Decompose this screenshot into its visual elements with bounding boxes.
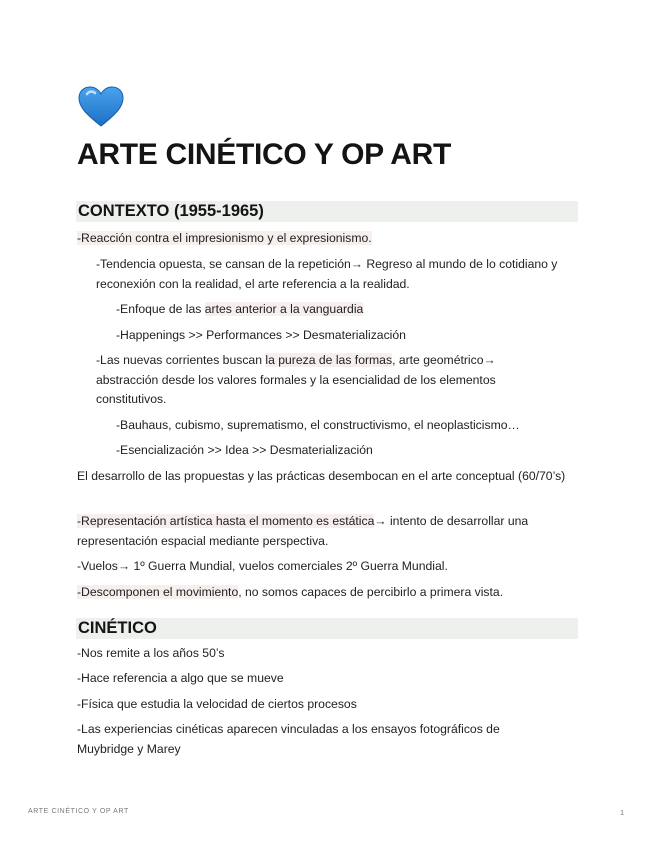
page-title: ARTE CINÉTICO Y OP ART [77, 138, 452, 171]
highlight: -Descomponen el movimiento [77, 585, 239, 599]
text-span: , no somos capaces de percibirlo a primera vista. [238, 585, 504, 599]
text-span: -Enfoque de las [116, 302, 205, 316]
paragraph: -Happenings >> Performances >> Desmaterialización [116, 328, 406, 342]
paragraph: -Nos remite a los años 50’s [77, 646, 225, 660]
paragraph: El desarrollo de las propuestas y las prácticas desembocan en el arte conceptual (60/70’s) [77, 469, 566, 483]
paragraph: -Esencialización >> Idea >> Desmaterialización [116, 443, 373, 457]
paragraph [96, 255, 586, 294]
paragraph [96, 351, 551, 410]
highlight: -Reacción contra el impresionismo y el expresionismo. [77, 231, 372, 245]
highlight: -Representación artística hasta el momento es estática [77, 514, 375, 528]
text-span: , se cansan de la repetición→ Regreso al mundo de lo cotidiano y reconexión con la realidad, el arte referencia a la realidad. [96, 257, 558, 291]
page-number: 1 [620, 808, 625, 817]
text-span: , arte geométrico→ abstracción desde los valores formales y la esencialidad de los elementos constitutivos. [96, 353, 496, 406]
paragraph [77, 512, 577, 551]
blue-heart-icon [78, 86, 124, 128]
paragraph [77, 583, 587, 603]
section-heading-contexto: CONTEXTO (1955-1965) [76, 201, 578, 222]
footer-title: ARTE CINÉTICO Y OP ART [28, 808, 129, 815]
paragraph: -Física que estudia la velocidad de ciertos procesos [77, 697, 357, 711]
paragraph [77, 229, 587, 249]
paragraph: -Vuelos→ 1º Guerra Mundial, vuelos comerciales 2º Guerra Mundial. [77, 559, 448, 573]
paragraph: -Las experiencias cinéticas aparecen vinculadas a los ensayos fotográficos de Muybridge y Marey [77, 722, 500, 756]
text-span: -Las nuevas corrientes buscan [96, 353, 266, 367]
paragraph: -Hace referencia a algo que se mueve [77, 671, 284, 685]
highlight: artes anterior a la vanguardia [204, 302, 364, 316]
section-heading-cinetico: CINÉTICO [76, 618, 578, 639]
text-span: -Tendencia opuesta [96, 257, 203, 271]
paragraph [116, 300, 586, 320]
paragraph: -Bauhaus, cubismo, suprematismo, el constructivismo, el neoplasticismo… [116, 418, 520, 432]
text-span: → intento de desarrollar una representación espacial mediante perspectiva. [77, 514, 529, 548]
highlight: la pureza de las formas [265, 353, 393, 367]
